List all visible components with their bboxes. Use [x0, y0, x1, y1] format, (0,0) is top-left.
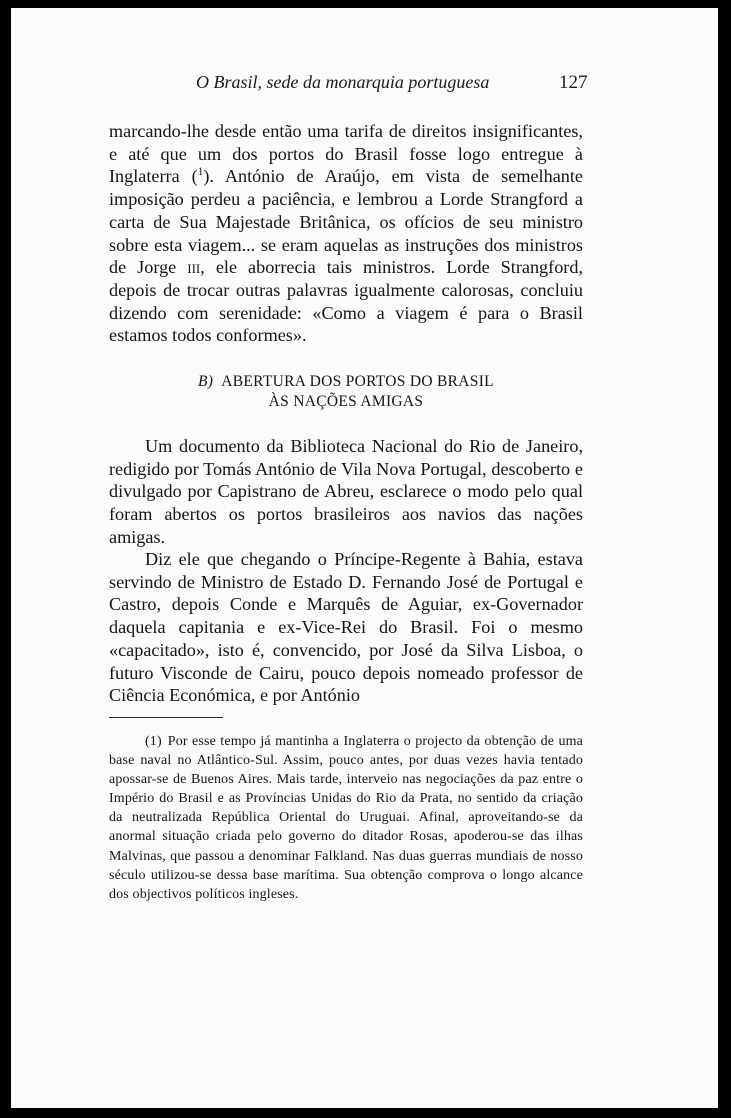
section-letter: B): [198, 373, 214, 390]
section-heading: [109, 372, 583, 411]
regnal-number: iii: [187, 257, 201, 278]
page-number: 127: [559, 72, 588, 93]
section-title-line-1: ABERTURA DOS PORTOS DO BRASIL: [221, 373, 494, 390]
footnote-marker: (1): [145, 734, 162, 749]
footnote-reference[interactable]: 1: [197, 166, 204, 179]
paragraph-diz-ele: Diz ele que chegando o Príncipe-Regente à Bahia, estava servindo de Ministro de Estado D. Fernando José de Portugal e Castro, depois Conde e Marquês de Aguiar, ex-Governador daquela capitania e ex-Vice-Rei do Brasil. Foi o mesmo «capacitado», isto é, convencido, por José da Silva Lisboa, o futuro Visconde de Cairu, pouco depois nomeado professor de Ciência Económica, e por António: [109, 549, 583, 706]
paragraph-text-part-3: , ele aborrecia tais ministros. Lorde Strangford, depois de trocar outras palavras igualmente calorosas, concluiu dizendo com serenidade: «Como a viagem é para o Brasil estamos todos conformes».: [109, 257, 584, 346]
paragraph-text-part-2: ). António de Araújo, em vista de semelhante imposição perdeu a paciência, e lembrou a Lorde Strangford a carta de Sua Majestade Britânica, os ofícios de seu ministro sobre esta viagem... se eram aquelas as instruções dos ministros de Jorge: [109, 166, 583, 278]
section-heading-line-1: [109, 372, 583, 392]
paragraph-continuation: [109, 120, 583, 347]
footnote: [109, 732, 583, 904]
section-title-line-2: ÀS NAÇÕES AMIGAS: [268, 392, 424, 410]
footnote-text: Por esse tempo já mantinha a Inglaterra o projecto da obtenção de uma base naval no Atlântico-Sul. Assim, pouco antes, por duas vezes havia tentado apossar-se de Buenos Aires. Mais tarde, interveio nas negociações da paz entre o Império do Brasil e as Províncias Unidas do Rio da Prata, no sentido da criação da neutralizada República Oriental do Uruguai. Afinal, aproveitando-se da anormal situação criada pelo governo do ditador Rosas, apoderou-se das ilhas Malvinas, que passou a denominar Falkland. Nas duas guerras mundiais de nosso século utilizou-se dessa base marítima. Sua obtenção comprova o longo alcance dos objectivos políticos ingleses.: [109, 734, 583, 902]
book-page: [11, 8, 718, 1108]
paragraph-text-part-1: marcando-lhe desde então uma tarifa de direitos insignificantes, e até que um dos portos do Brasil fosse logo entregue à Inglaterra (: [109, 121, 583, 187]
footnote-rule: [109, 717, 223, 718]
paragraph-documento: Um documento da Biblioteca Nacional do Rio de Janeiro, redigido por Tomás António de Vila Nova Portugal, descoberto e divulgado por Capistrano de Abreu, esclarece o modo pelo qual foram abertos os portos brasileiros aos navios das nações amigas.: [109, 436, 583, 547]
running-head: O Brasil, sede da monarquia portuguesa: [196, 72, 490, 92]
